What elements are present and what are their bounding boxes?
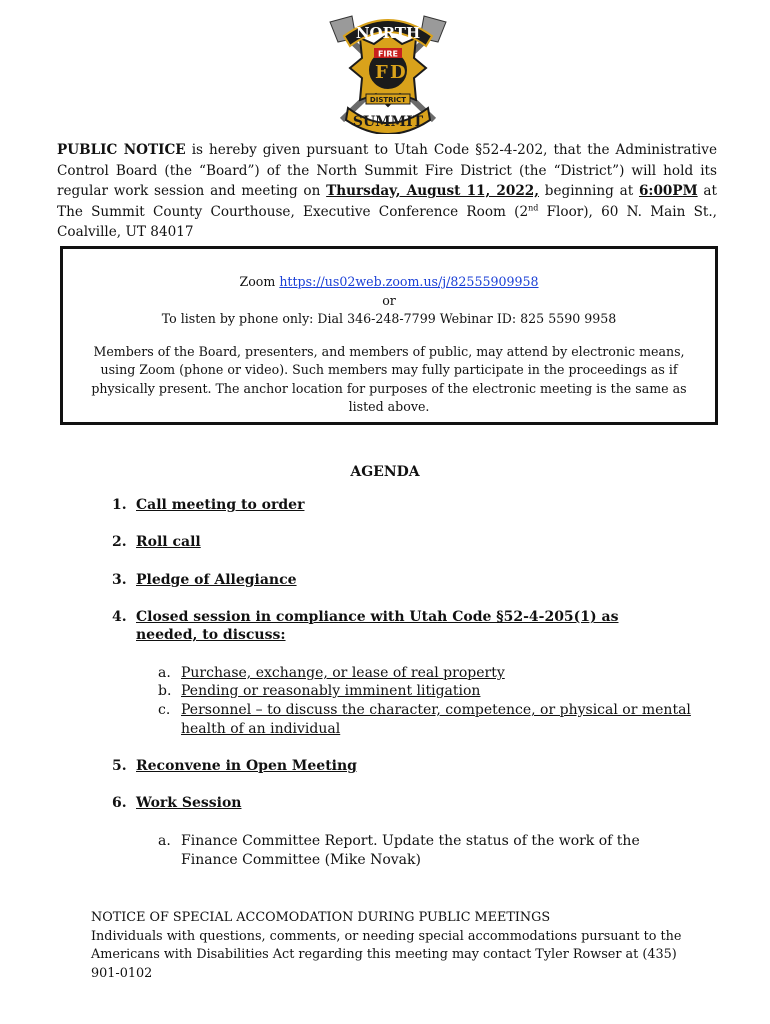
notice-text-2: beginning at	[538, 183, 639, 199]
agenda-item-3	[112, 571, 297, 589]
agenda-item-number: 6.	[112, 795, 127, 811]
meeting-date: Thursday, August 11, 2022,	[326, 183, 539, 199]
logo-fire-text: FIRE	[377, 49, 399, 59]
remote-attendance-box	[60, 246, 718, 425]
notice-lead: PUBLIC NOTICE	[57, 142, 186, 158]
subitem-text: Purchase, exchange, or lease of real property	[181, 665, 505, 681]
agenda-item-text: Work Session	[136, 795, 242, 811]
zoom-link[interactable]: https://us02web.zoom.us/j/82555909958	[279, 274, 539, 289]
notice-text-1: is hereby given pursuant to Utah Code §52-4-202, that the Administrative Control Board (the “Board”) of the North Summit Fire District (the “District”) will hold its regular work session and meeting on	[57, 142, 717, 199]
zoom-line	[63, 273, 715, 292]
floor-ordinal: nd	[528, 202, 539, 212]
notice-text-3: at The Summit County Courthouse, Executive Conference Room (2	[57, 183, 717, 220]
agenda-item-text: Roll call	[136, 534, 201, 550]
agenda-item-text: Call meeting to order	[136, 497, 305, 513]
subitem-letter: a.	[158, 833, 171, 849]
agenda-item-text: Reconvene in Open Meeting	[136, 758, 357, 774]
logo-top-text: NORTH	[355, 24, 421, 42]
agenda-title: AGENDA	[350, 464, 420, 480]
electronic-attendance-text: Members of the Board, presenters, and members of public, may attend by electronic means, using Zoom (phone or video). Such members may fully participate in the proceedings as if physically present. The anchor location for purposes of the electronic meeting is the same as listed above.	[91, 343, 687, 414]
agenda-item-number: 1.	[112, 497, 127, 513]
north-summit-fire-district-logo	[322, 8, 454, 134]
svg-text:F: F	[375, 62, 388, 83]
agenda-item-number: 2.	[112, 534, 127, 550]
accommodation-notice	[91, 909, 691, 983]
agenda-item-text: Closed session in compliance with Utah Code §52-4-205(1) as needed, to discuss:	[136, 609, 619, 643]
subitem-text: Personnel – to discuss the character, competence, or physical or mental health of an individual	[181, 702, 691, 737]
meeting-time: 6:00PM	[638, 183, 698, 199]
logo-bottom-text: SUMMIT	[352, 114, 424, 130]
agenda-item-text: Pledge of Allegiance	[136, 572, 297, 588]
svg-text:D: D	[390, 62, 406, 83]
agenda-subitem-6a	[158, 832, 698, 869]
agenda-item-2	[112, 533, 201, 551]
subitem-letter: c.	[158, 702, 171, 718]
agenda-subitem-4a	[158, 664, 698, 683]
agenda-subitem-4b	[158, 682, 698, 701]
agenda-item-number: 5.	[112, 758, 127, 774]
subitem-letter: a.	[158, 665, 171, 681]
subitem-letter: b.	[158, 683, 172, 699]
public-notice-paragraph	[57, 140, 717, 243]
agenda-item-number: 4.	[112, 609, 127, 625]
subitem-text: Pending or reasonably imminent litigation	[181, 683, 481, 699]
subitem-text: Finance Committee Report. Update the status of the work of the Finance Committee (Mike Novak)	[181, 833, 640, 868]
accommodation-heading: NOTICE OF SPECIAL ACCOMODATION DURING PUBLIC MEETINGS	[91, 910, 551, 925]
notice-text-4: Floor), 60 N. Main St., Coalville, UT 84017	[57, 203, 718, 240]
agenda-subitem-4c	[158, 701, 698, 738]
agenda-item-4	[112, 608, 676, 644]
agenda-item-5	[112, 757, 357, 775]
agenda-item-6	[112, 794, 242, 812]
agenda-item-1	[112, 496, 304, 514]
logo-district-text: DISTRICT	[369, 96, 407, 104]
phone-line: To listen by phone only: Dial 346-248-7799 Webinar ID: 825 5590 9958	[161, 311, 617, 326]
or-text: or	[382, 292, 396, 308]
agenda-item-number: 3.	[112, 572, 127, 588]
zoom-prefix: Zoom	[239, 274, 280, 289]
accommodation-body: Individuals with questions, comments, or needing special accommodations pursuant to the Americans with Disabilities Act regarding this meeting may contact Tyler Rowser at (435) 901-0102	[91, 928, 682, 981]
